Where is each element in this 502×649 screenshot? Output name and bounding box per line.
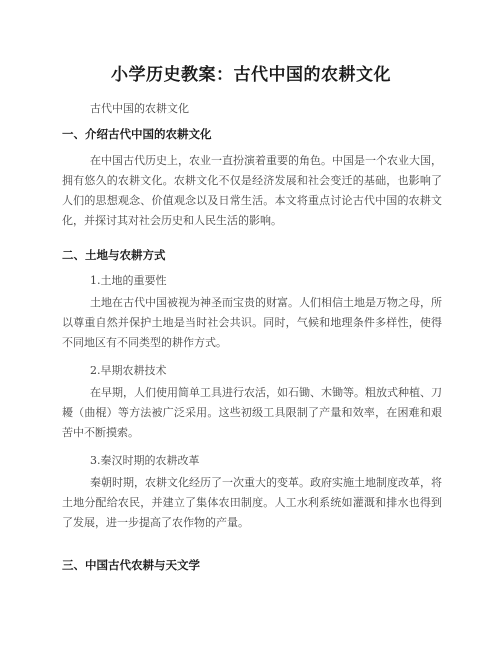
page-title: 小学历史教案：古代中国的农耕文化 (111, 65, 391, 85)
section-heading-1: 一、介绍古代中国的农耕文化 (62, 127, 212, 141)
subheading-land-importance: 1.土地的重要性 (90, 274, 167, 287)
paragraph-early-techniques: 在早期，人们使用简单工具进行农活，如石锄、木锄等。粗放式种植、刀耰（曲棍）等方法被广泛采用。这些初级工具限制了产量和效率，在困难和艰苦中不断摸索。 (62, 386, 442, 439)
paragraph-qin-han-reform: 秦朝时期，农耕文化经历了一次重大的变革。政府实施土地制度改革，将土地分配给农民，并建立了集体农田制度。人工水利系统如灌溉和排水也得到了发展，进一步提高了农作物的产量。 (62, 476, 442, 529)
document-subtitle: 古代中国的农耕文化 (90, 102, 189, 115)
section-heading-3: 三、中国古代农耕与天文学 (62, 558, 200, 572)
section-1-paragraph: 在中国古代历史上，农业一直扮演着重要的角色。中国是一个农业大国，拥有悠久的农耕文化。农耕文化不仅是经济发展和社会变迁的基础，也影响了人们的思想观念、价值观念以及日常生活。本文将重点讨论古代中国的农耕文化，并探讨其对社会历史和人民生活的影响。 (62, 154, 442, 227)
paragraph-land-importance: 土地在古代中国被视为神圣而宝贵的财富。人们相信土地是万物之母，所以尊重自然并保护土地是当时社会共识。同时，气候和地理条件多样性，使得不同地区有不同类型的耕作方式。 (62, 296, 442, 349)
subheading-qin-han-reform: 3.秦汉时期的农耕改革 (90, 454, 200, 467)
section-heading-2: 二、土地与农耕方式 (62, 248, 166, 262)
subheading-early-techniques: 2.早期农耕技术 (90, 364, 167, 377)
